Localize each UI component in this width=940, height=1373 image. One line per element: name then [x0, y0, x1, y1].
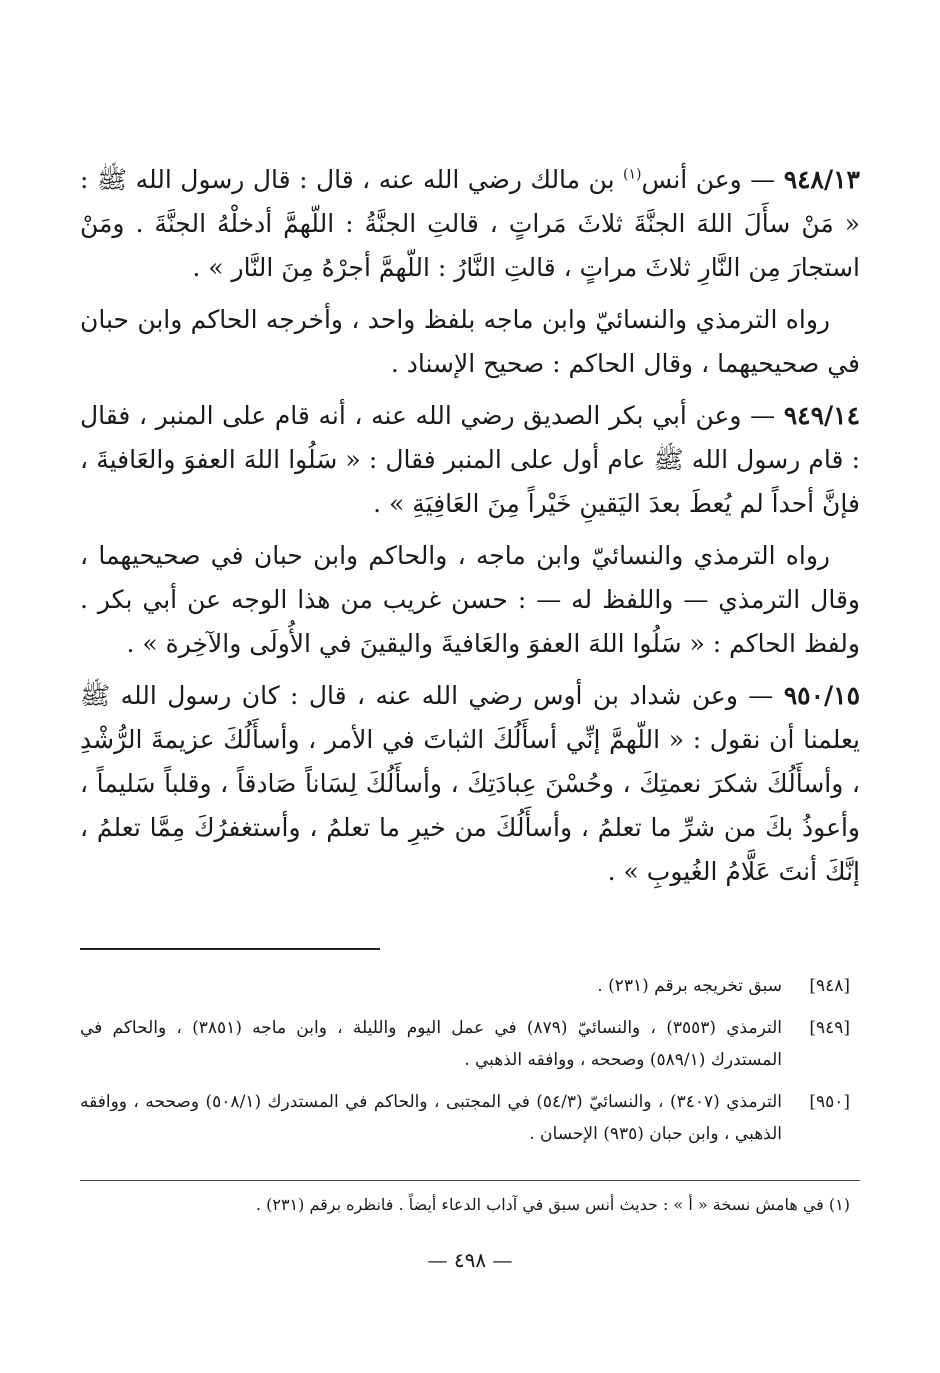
notes-divider: [80, 948, 380, 950]
main-text: [80, 158, 860, 902]
hadith-text: — وعن شداد بن أوس رضي الله عنه ، قال : كان رسول الله ﷺ يعلمنا أن نقول : « اللّهمَّ إنِّي أسأَلُكَ الثباتَ في الأمر ، وأسأَلُكَ عزيمةَ الرُّشْدِ ، وأسأَلُكَ شكرَ نعمتِكَ ، وحُسْنَ عِبادَتِكَ ، وأسأَلُكَ لِسَاناً صَادقاً ، وقلباً سَليماً ، وأعوذُ بكَ من شرِّ ما تعلمُ ، وأسأَلُكَ من خيرِ ما تعلمُ ، وأستغفرُكَ مِمَّا تعلمُ ، إنَّكَ أنتَ عَلَّامُ الغُيوبِ » .: [80, 681, 860, 886]
note-ref: [٩٤٩]: [809, 1018, 850, 1038]
footnote-divider: [80, 1180, 860, 1181]
note-text: سبق تخريجه برقم (٢٣١) .: [597, 976, 782, 996]
hadith-949: [80, 394, 860, 526]
hadith-lead: — وعن أنس: [641, 165, 776, 194]
hadith-948: [80, 158, 860, 290]
hadith-text: — وعن أبي بكر الصديق رضي الله عنه ، أنه قام على المنبر ، فقال : قام رسول الله ﷺ عام أول على المنبر فقال : « سَلُوا اللهَ العفوَ والعَافيةَ ، فإنَّ أحداً لم يُعطَ بعدَ اليَقينِ خَيْراً مِنَ العَافِيَةِ » .: [80, 401, 860, 518]
page-number: — ٤٩٨ —: [427, 1248, 513, 1272]
note-text: الترمذي (٣٥٥٣) ، والنسائيّ (٨٧٩) في عمل اليوم والليلة ، وابن ماجه (٣٨٥١) ، والحاكم في المستدرك (٥٨٩/١) وصححه ، ووافقه الذهبي .: [80, 1018, 782, 1070]
footnote: (١) في هامش نسخة « أ » : حديث أنس سبق في آداب الدعاء أيضاً . فانظره برقم (٢٣١) .: [255, 1195, 850, 1214]
note-948: [80, 970, 850, 1002]
takhrij-notes: [80, 970, 850, 1160]
hadith-950: [80, 674, 860, 894]
takhrij-949: رواه الترمذي والنسائيّ وابن ماجه ، والحاكم وابن حبان في صحيحيهما ، وقال الترمذي — واللفظ له — : حسن غريب من هذا الوجه عن أبي بكر . ولفظ الحاكم : « سَلُوا اللهَ العفوَ والعَافيةَ واليقينَ في الأُولَى والآخِرة » .: [80, 541, 860, 658]
takhrij-948: رواه الترمذي والنسائيّ وابن ماجه بلفظ واحد ، وأخرجه الحاكم وابن حبان في صحيحيهما ، وقال الحاكم : صحيح الإسناد .: [80, 305, 860, 378]
hadith-number: ٩٤٩/١٤: [783, 401, 861, 430]
hadith-number: ٩٤٨/١٣: [783, 165, 860, 194]
note-ref: [٩٥٠]: [809, 1092, 850, 1112]
note-text: الترمذي (٣٤٠٧) ، والنسائيّ (٥٤/٣) في المجتبى ، والحاكم في المستدرك (٥٠٨/١) وصححه ، ووافقه الذهبي ، وابن حبان (٩٣٥) الإحسان .: [80, 1092, 782, 1144]
hadith-text: بن مالك رضي الله عنه ، قال : قال رسول الله ﷺ : « مَنْ سأَلَ اللهَ الجنَّةَ ثلاثَ مَراتٍ ، قالتِ الجنَّةُ : اللّهمَّ أدخلْهُ الجنَّةَ . ومَنْ استجارَ مِن النَّارِ ثلاثَ مراتٍ ، قالتِ النَّارُ : اللّهمَّ أجرْهُ مِنَ النَّار » .: [80, 165, 860, 282]
note-950: [80, 1086, 850, 1150]
note-ref: [٩٤٨]: [809, 976, 850, 996]
note-949: [80, 1012, 850, 1076]
hadith-number: ٩٥٠/١٥: [783, 681, 861, 710]
footnote-marker: (١): [623, 166, 642, 183]
